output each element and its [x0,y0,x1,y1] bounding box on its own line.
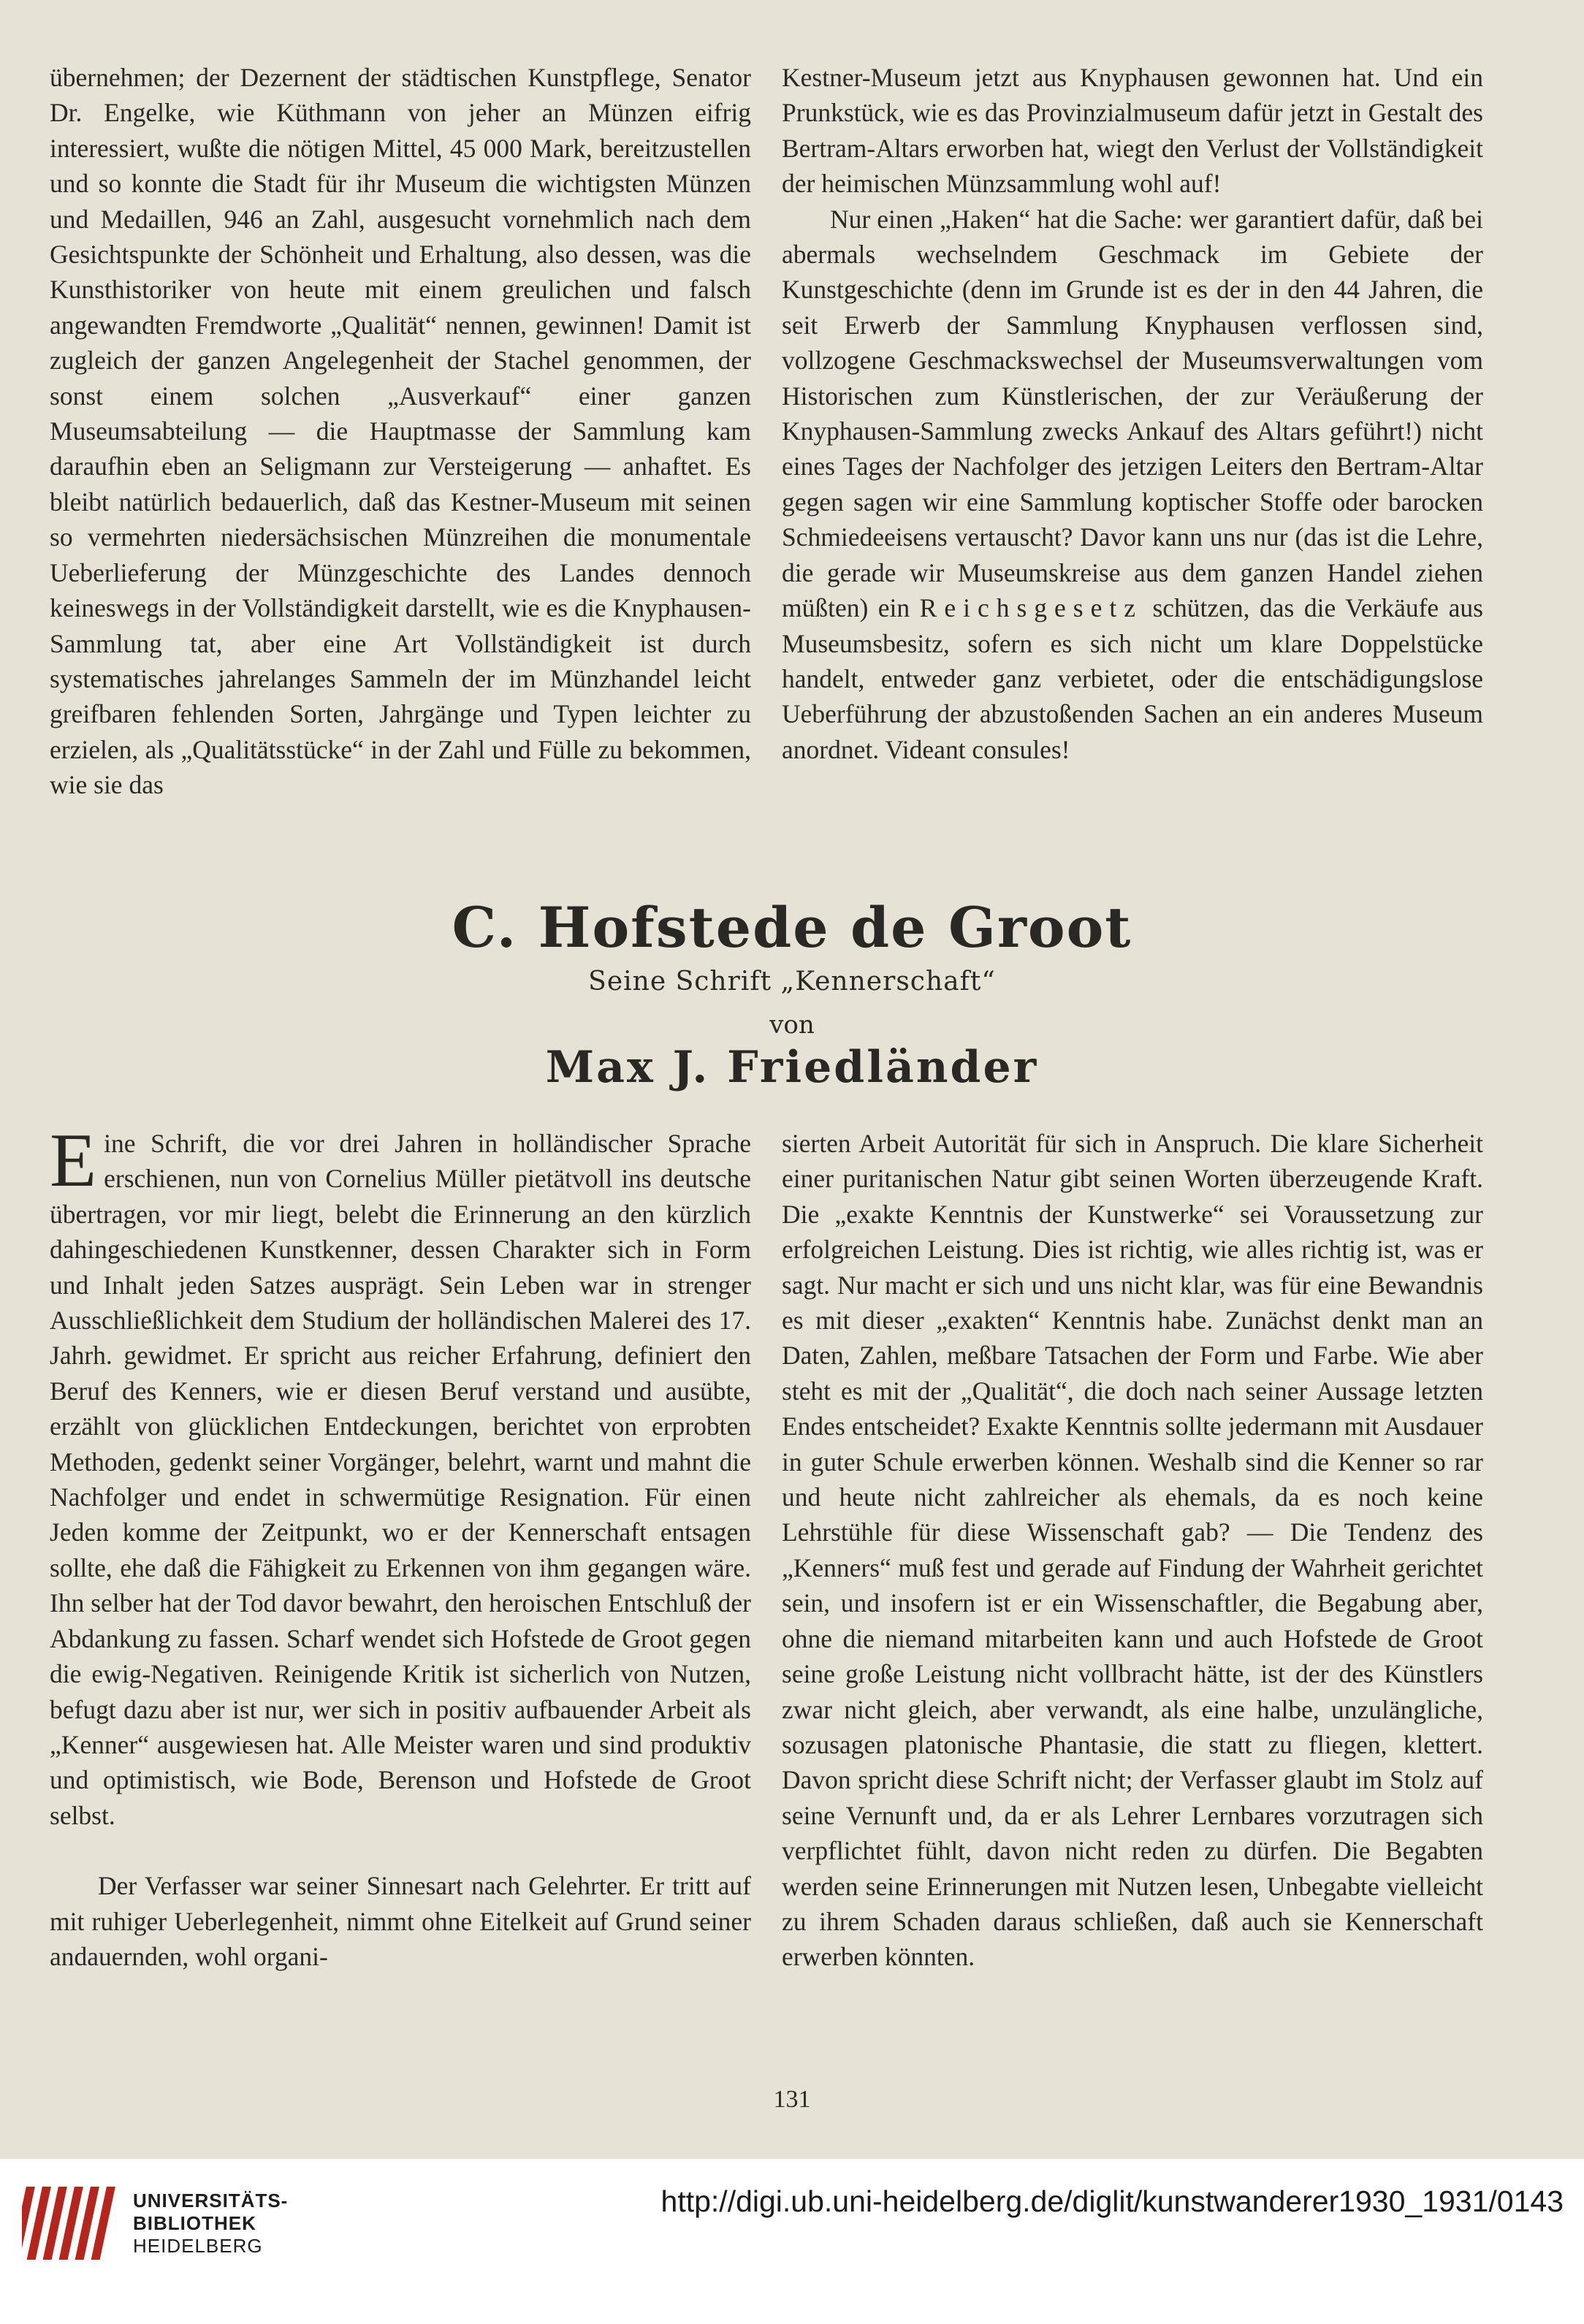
paragraph: Kestner-Museum jetzt aus Knyphausen gewonnen hat. Und ein Prunkstück, wie es das Provinzialmuseum dafür jetzt in Gestalt des Bertram-Altars erworben hat, wiegt den Verlust der Vollständigkeit der heimischen Münzsammlung wohl auf! [782,63,1483,199]
library-logo-icon [22,2179,124,2267]
spaced-word: Reichsgesetz [919,593,1143,623]
paragraph: Eine Schrift, die vor drei Jahren in holländischer Sprache erschienen, nun von Cornelius Müller pietätvoll ins deutsche übertragen, vor mir liegt, belebt die Erinnerung an den kürzlich dahingeschiedenen Kunstkenner, dessen Charakter sich in Form und Inhalt jeden Satzes ausprägt. Sein Leben war in strenger Ausschließlichkeit dem Studium der holländischen Malerei des 17. Jahrh. gewidmet. Er spricht aus reicher Erfahrung, definiert den Beruf des Kenners, wie er diesen Beruf verstand und ausübte, erzählt von glücklichen Entdeckungen, berichtet von erprobten Methoden, gedenkt seiner Vorgänger, belehrt, warnt und mahnt die Nachfolger und endet in schwermütige Resignation. Für einen Jeden komme der Zeitpunkt, wo er der Kennerschaft entsagen sollte, ehe daß die Fähigkeit zu Erkennen von ihm gegangen wäre. Ihn selber hat der Tod davor bewahrt, den heroischen Entschluß der Abdankung zu fassen. Scharf wendet sich Hofstede de Groot gegen die ewig-Negativen. Reinigende Kritik ist sicherlich von Nutzen, befugt dazu aber ist nur, wer sich in positiv aufbauender Arbeit als „Kenner“ ausgewiesen hat. Alle Meister waren und sind produktiv und optimistisch, wie Bode, Berenson und Hofstede de Groot selbst. [50,1117,751,1830]
article-von: von [769,1010,815,1040]
column-right-bottom [782,1126,1483,1975]
footer-bar [0,2159,1584,2324]
library-name: UNIVERSITÄTS- BIBLIOTHEK HEIDELBERG [133,2190,289,2257]
article-title: C. Hofstede de Groot [452,895,1132,960]
paragraph: Nur einen „Haken“ hat die Sache: wer garantiert dafür, daß bei abermals wechselndem Geschmack im Gebiete der Kunstgeschichte (denn im Grunde ist es der in den 44 Jahren, die seit Erwerb der Sammlung Knyphausen verflossen sind, vollzogene Geschmackswechsel der Museumsverwaltungen vom Historischen zum Künstlerischen, der zur Veräußerung der Knyphausen-Sammlung zwecks Ankauf des Altars geführt!) nicht eines Tages der Nachfolger des jetzigen Leiters den Bertram-Altar gegen sagen wir eine Sammlung koptischer Stoffe oder barocken Schmiedeeisens vertauscht? Davor kann uns nur (das ist die Lehre, die gerade wir Museumskreise aus dem ganzen Handel ziehen müßten) ein Reichsgesetz schützen, das die Verkäufe aus Museumsbesitz, sofern es sich nicht um klare Doppelstücke handelt, entweder ganz verbietet, oder die entschädigungslose Ueberführung der abzustoßenden Sachen an ein anderes Museum anordnet. Videant consules! [782,204,1483,764]
article-author: Max J. Friedländer [545,1042,1039,1093]
article-subtitle: Seine Schrift „Kennerschaft“ [588,967,996,997]
column-right-top [782,60,1483,767]
page-number: 131 [773,2086,811,2113]
paragraph: übernehmen; der Dezernent der städtischen Kunstpflege, Senator Dr. Engelke, wie Küthmann von jeher an Münzen eifrig interessiert, wußte die nötigen Mittel, 45 000 Mark, bereitzustellen und so konnte die Stadt für ihr Museum die wichtigsten Münzen und Medaillen, 946 an Zahl, ausgesucht vornehmlich nach dem Gesichtspunkte der Schönheit und Erhaltung, also dessen, was die Kunsthistoriker von heute mit einem greulichen und falsch angewandten Fremdworte „Qualität“ nennen, gewinnen! Damit ist zugleich der ganzen Angelegenheit der Stachel genommen, der sonst einem solchen „Ausverkauf“ einer ganzen Museumsabteilung — die Hauptmasse der Sammlung kam daraufhin eben an Seligmann zur Versteigerung — anhaftet. Es bleibt natürlich bedauerlich, daß das Kestner-Museum mit seinen so vermehrten niedersächsischen Münzreihen die monumentale Ueberlieferung der Münzgeschichte des Landes dennoch keineswegs in der Vollständigkeit darstellt, wie es die Knyphausen-Sammlung tat, aber eine Art Vollständigkeit ist durch systematisches jahrelanges Sammeln der im Münzhandel leicht greifbaren fehlenden Sorten, Jahrgänge und Typen leichter zu erzielen, als „Qualitätsstücke“ in der Zahl und Fülle zu bekommen, wie sie das [50,63,751,800]
drop-cap: E [50,1117,97,1203]
column-left-top [50,60,751,803]
paragraph: sierten Arbeit Autorität für sich in Anspruch. Die klare Sicherheit einer puritanischen Natur gibt seinen Worten überzeugende Kraft. Die „exakte Kenntnis der Kunstwerke“ sei Voraussetzung zur erfolgreichen Leistung. Dies ist richtig, wie alles richtig ist, was er sagt. Nur macht er sich und uns nicht klar, was für eine Bewandnis es mit dieser „exakten“ Kenntnis habe. Zunächst denkt man an Daten, Zahlen, meßbare Tatsachen der Form und Farbe. Wie aber steht es mit der „Qualität“, die doch nach seiner Aussage letzten Endes entscheidet? Exakte Kenntnis sollte jedermann mit Ausdauer in guter Schule erwerben können. Weshalb sind die Kenner so rar und heute nicht zahlreicher als ehemals, da es noch keine Lehrstühle für diese Wissenschaft gab? — Die Tendenz des „Kenners“ muß fest und gerade auf Findung der Wahrheit gerichtet sein, und insofern ist er ein Wissenschaftler, die Begabung aber, ohne die niemand mitarbeiten kann und auch Hofstede de Groot seine große Leistung nicht vollbracht hätte, ist der des Künstlers zwar nicht gleich, aber verwandt, als eine halbe, unzulängliche, sozusagen platonische Phantasie, die statt zu fliegen, klettert. Davon spricht diese Schrift nicht; der Verfasser glaubt im Stolz auf seine Vernunft und, da er als Lehrer Lernbares vorzutragen sich verpflichtet fühlt, davon nicht reden zu dürfen. Die Begabten werden seine Erinnerungen mit Nutzen lesen, Unbegabte vielleicht zu ihrem Schaden daraus schließen, daß auch sie Kennerschaft erwerben könnten. [782,1129,1483,1972]
source-url-link[interactable]: http://digi.ub.uni-heidelberg.de/diglit/kunstwanderer1930_1931/0143 [660,2184,1564,2218]
column-left-bottom [50,1117,751,1974]
paragraph: Der Verfasser war seiner Sinnesart nach Gelehrter. Er tritt auf mit ruhiger Ueberlegenheit, nimmt ohne Eitelkeit auf Grund seiner andauernden, wohl organi- [50,1871,751,1971]
